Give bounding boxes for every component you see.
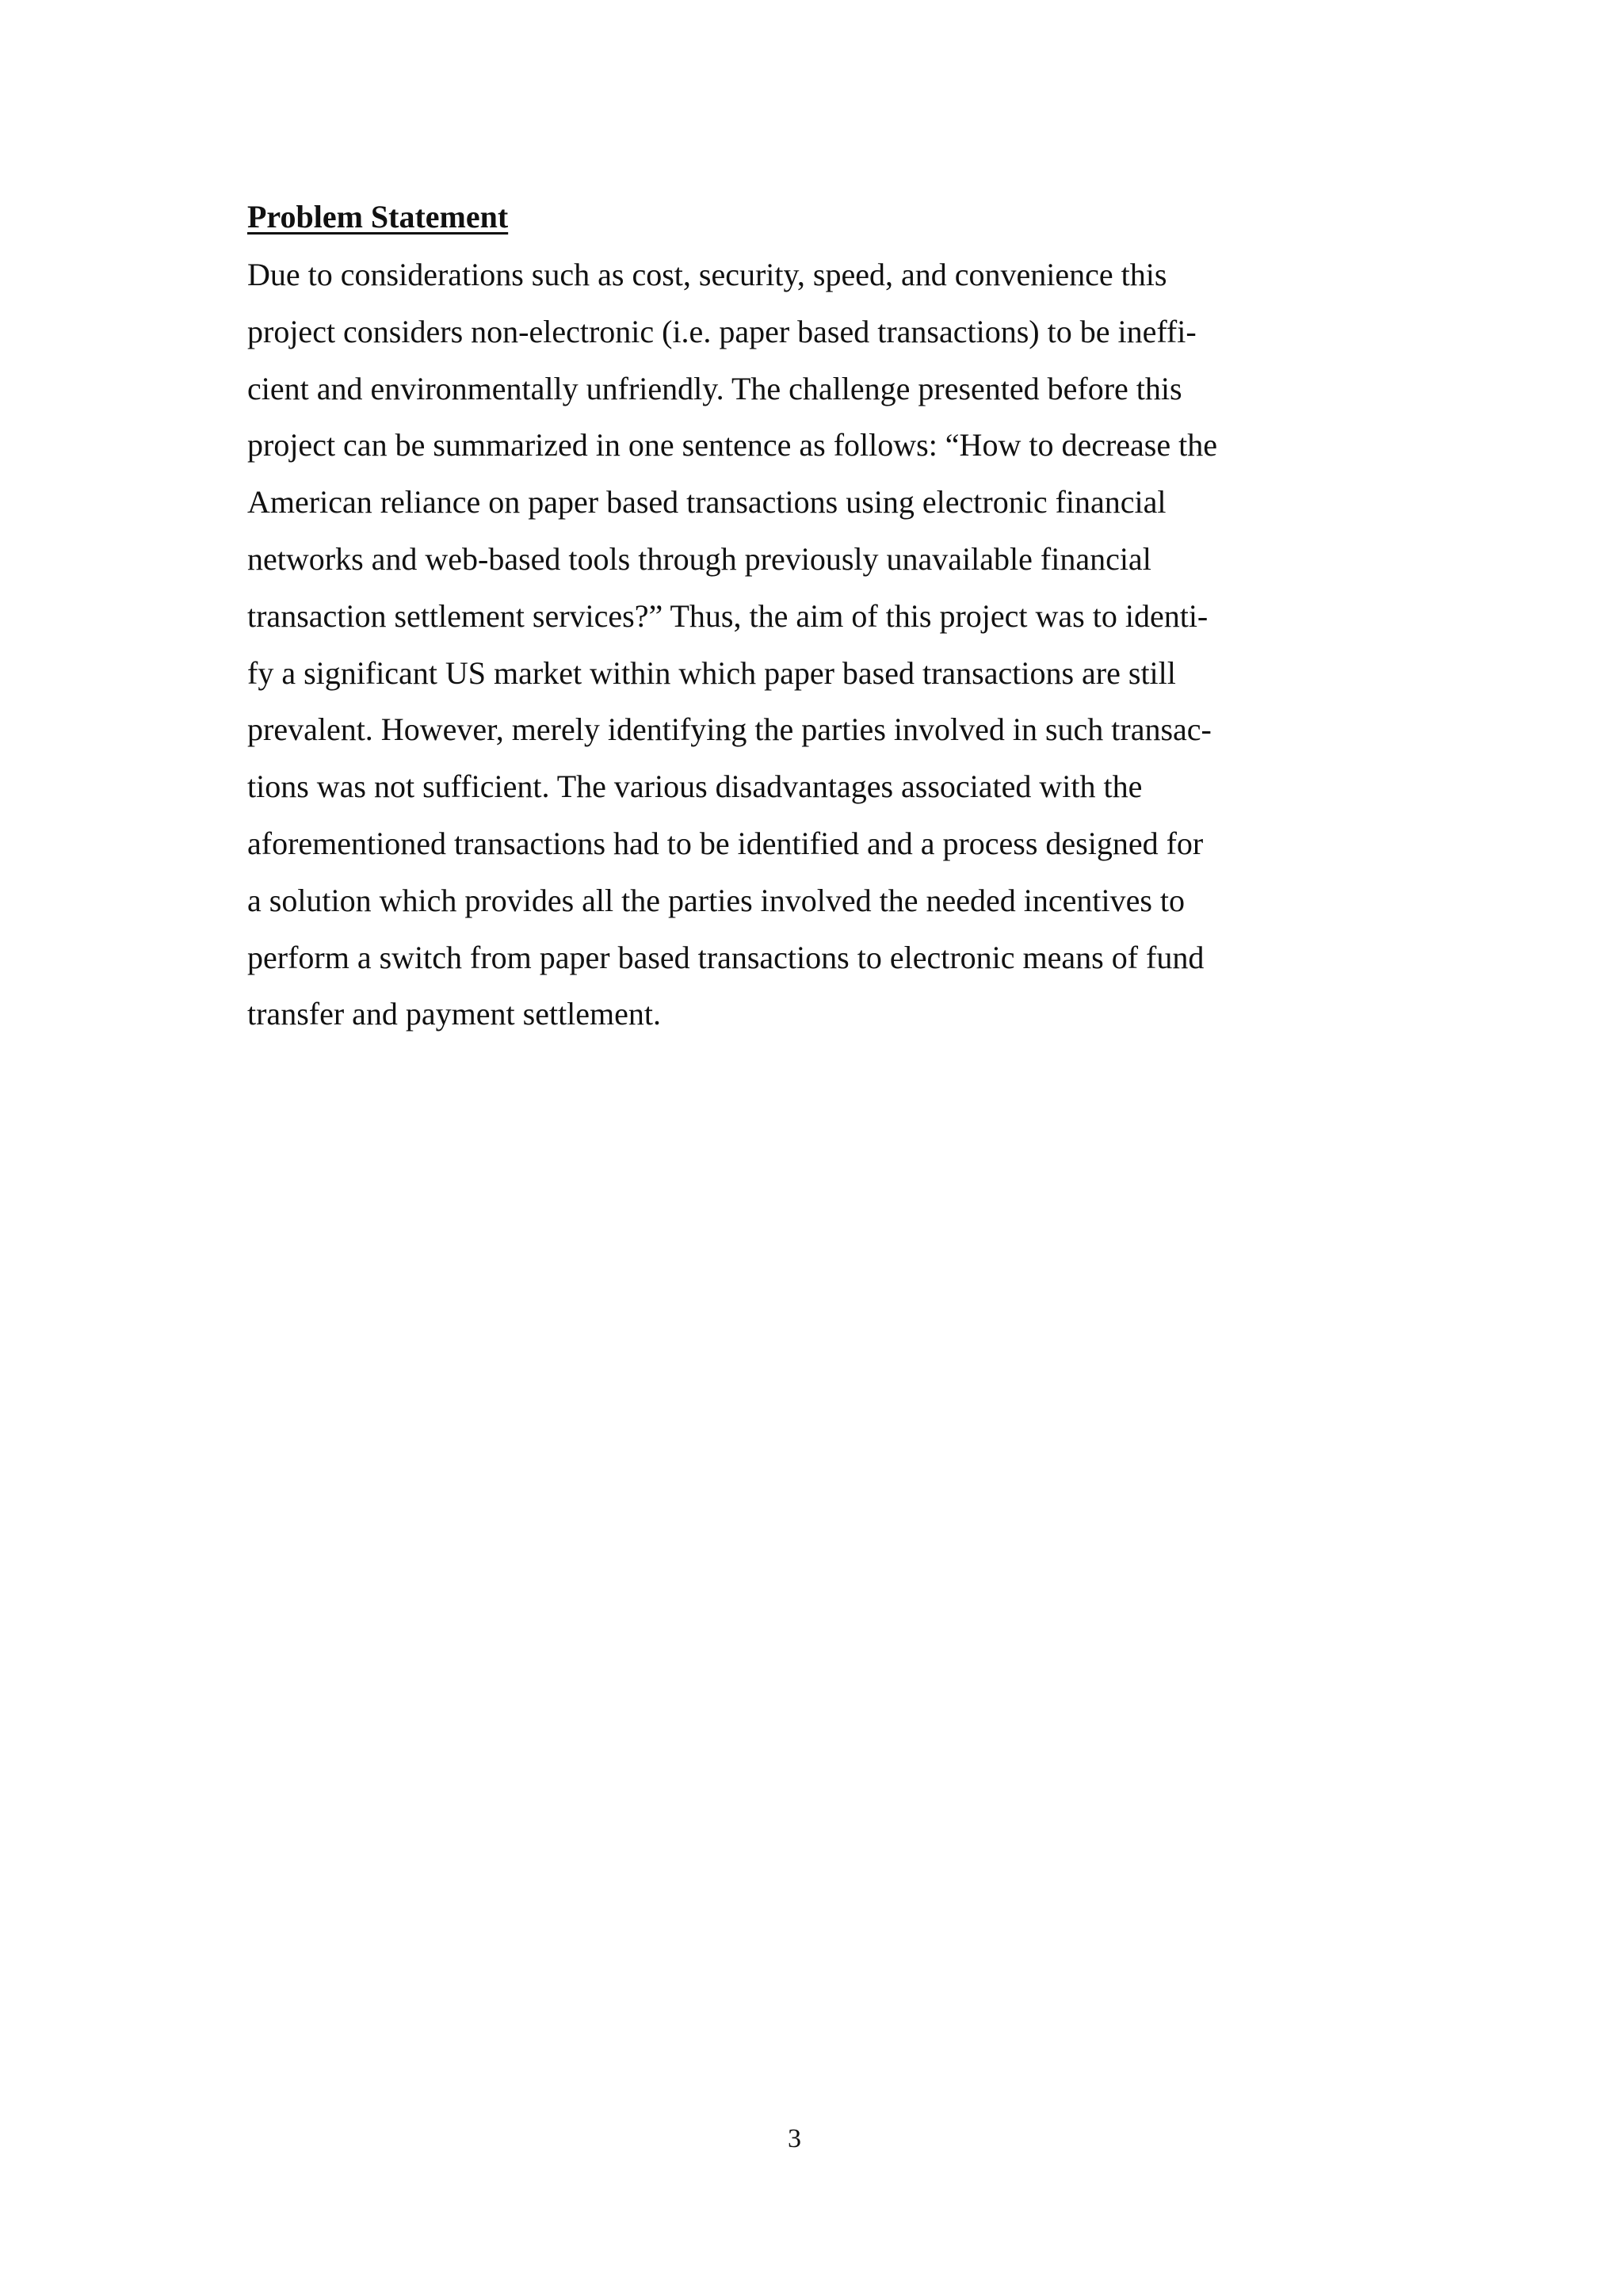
paragraph-line: project can be summarized in one sentence as follows: “How to decrease the	[247, 427, 1217, 463]
paragraph-line: American reliance on paper based transactions using electronic financial	[247, 484, 1167, 521]
paragraph-line: cient and environmentally unfriendly. The challenge presented before this	[247, 370, 1182, 406]
paragraph-line: networks and web-based tools through previously unavailable financial	[247, 540, 1151, 577]
paragraph-line: tions was not sufficient. The various disadvantages associated with the	[247, 769, 1143, 805]
paragraph-line: transaction settlement services?” Thus, the aim of this project was to identi-	[247, 597, 1209, 634]
paragraph-line: perform a switch from paper based transactions to electronic means of fund	[247, 939, 1205, 975]
paragraph-line: project considers non-electronic (i.e. paper based transactions) to be ineffi-	[247, 313, 1197, 349]
section-heading: Problem Statement	[247, 199, 509, 235]
paragraph-line: aforementioned transactions had to be identified and a process designed for	[247, 825, 1204, 861]
body-paragraph	[247, 246, 1373, 1043]
page-number: 3	[788, 2124, 801, 2153]
paragraph-line: Due to considerations such as cost, security, speed, and convenience this	[247, 257, 1167, 292]
problem-statement-section	[247, 194, 1373, 1043]
paragraph-line: transfer and payment settlement.	[247, 996, 662, 1032]
paragraph-line: fy a significant US market within which paper based transactions are still	[247, 654, 1176, 691]
paragraph-line: prevalent. However, merely identifying the parties involved in such transac-	[247, 711, 1212, 748]
paragraph-line: a solution which provides all the parties involved the needed incentives to	[247, 882, 1186, 918]
